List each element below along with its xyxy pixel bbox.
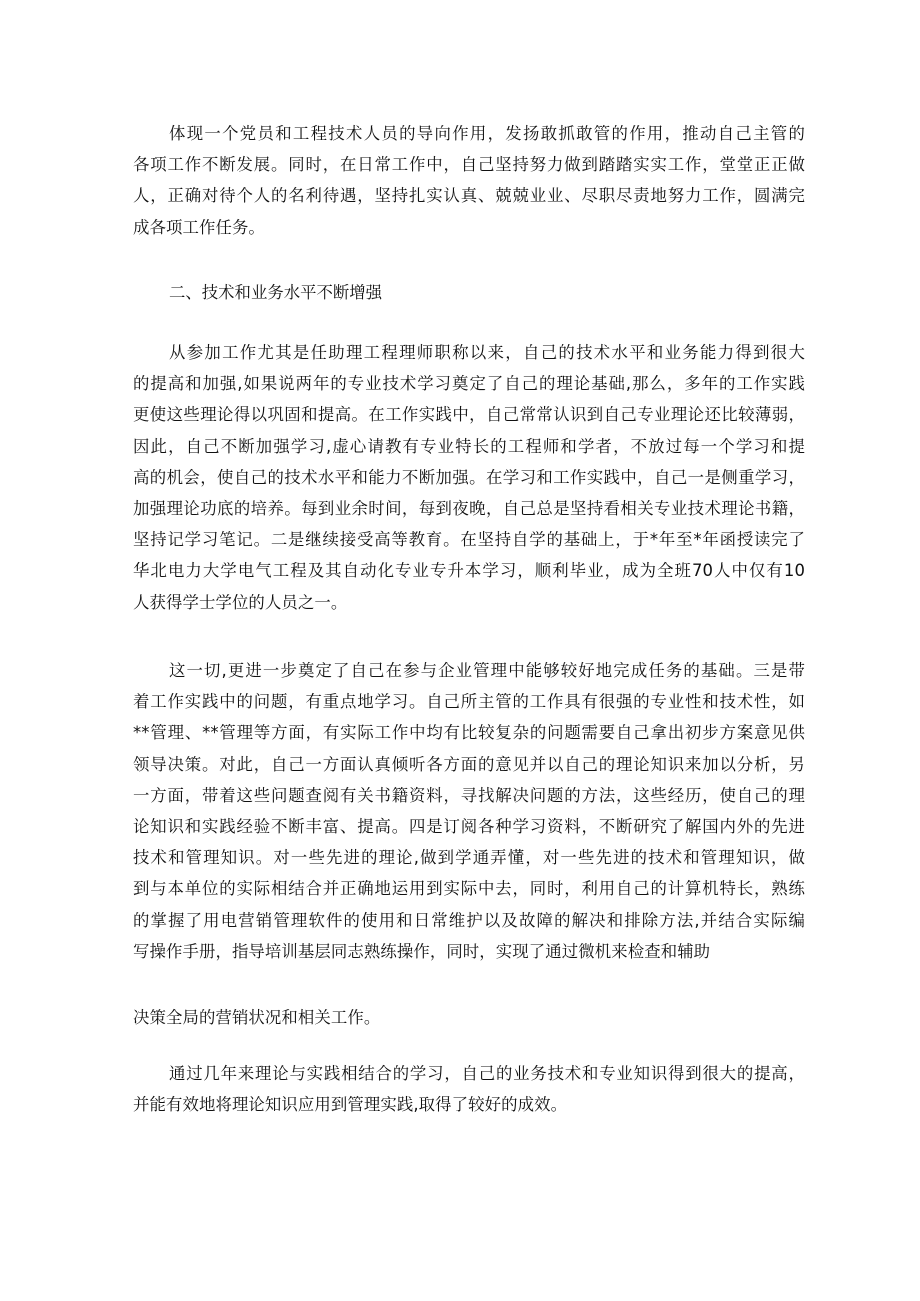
text-line: 的掌握了用电营销管理软件的使用和日常维护以及故障的解决和排除方法,并结合实际编 bbox=[133, 910, 805, 930]
text-line: 从参加工作尤其是任助理工程理师职称以来，自己的技术水平和业务能力得到很大 bbox=[169, 343, 805, 362]
paragraph-5 bbox=[133, 1058, 805, 1120]
text-line: 的提高和加强,如果说两年的专业技术学习奠定了自己的理论基础,那么，多年的工作实践 bbox=[133, 374, 805, 394]
text-line: 一方面，带着这些问题查阅有关书籍资料，寻找解决问题的方法，这些经历，使自己的理 bbox=[133, 785, 805, 805]
text-line: 人获得学士学位的人员之一。 bbox=[133, 592, 348, 612]
text-line: 写操作手册，指导培训基层同志熟练操作，同时，实现了通过微机来检查和辅助 bbox=[133, 941, 711, 961]
text-line: 通过几年来理论与实践相结合的学习，自己的业务技术和专业知识得到很大的提高， bbox=[169, 1064, 805, 1083]
text-line: 各项工作不断发展。同时，在日常工作中，自己坚持努力做到踏踏实实工作，堂堂正正做 bbox=[133, 155, 805, 175]
text-line: **管理、**管理等方面，有实际工作中均有比较复杂的问题需要自己拿出初步方案意见供 bbox=[133, 723, 805, 743]
text-line: 更使这些理论得以巩固和提高。在工作实践中，自己常常认识到自己专业理论还比较薄弱， bbox=[133, 405, 805, 425]
text-line: 体现一个党员和工程技术人员的导向作用，发扬敢抓敢管的作用，推动自己主管的 bbox=[169, 124, 805, 143]
text-line: 高的机会，使自己的技术水平和能力不断加强。在学习和工作实践中，自己一是侧重学习， bbox=[133, 467, 805, 487]
text-line: 技术和管理知识。对一些先进的理论,做到学通弄懂，对一些先进的技术和管理知识，做 bbox=[133, 848, 805, 868]
text-line: 坚持记学习笔记。二是继续接受高等教育。在坚持自学的基础上，于*年至*年函授读完了 bbox=[133, 530, 805, 550]
text-line: 决策全局的营销状况和相关工作。 bbox=[133, 1008, 381, 1027]
paragraph-3 bbox=[133, 655, 805, 967]
text-line: 到与本单位的实际相结合并正确地运用到实际中去，同时，利用自己的计算机特长，熟练 bbox=[133, 879, 805, 899]
text-line: 并能有效地将理论知识应用到管理实践,取得了较好的成效。 bbox=[133, 1095, 568, 1115]
text-line: 人，正确对待个人的名利待遇，坚持扎实认真、兢兢业业、尽职尽责地努力工作，圆满完 bbox=[133, 186, 805, 206]
section-heading: 二、技术和业务水平不断增强 bbox=[169, 283, 383, 302]
paragraph-4 bbox=[133, 1002, 805, 1033]
text-line: 着工作实践中的问题，有重点地学习。自己所主管的工作具有很强的专业性和技术性，如 bbox=[133, 692, 805, 712]
text-line: 成各项工作任务。 bbox=[133, 217, 265, 237]
text-line: 论知识和实践经验不断丰富、提高。四是订阅各种学习资料，不断研究了解国内外的先进 bbox=[133, 816, 805, 836]
paragraph-2 bbox=[133, 337, 805, 618]
text-line: 领导决策。对此，自己一方面认真倾听各方面的意见并以自己的理论知识来加以分析，另 bbox=[133, 754, 805, 774]
text-line: 因此，自己不断加强学习,虚心请教有专业特长的工程师和学者，不放过每一个学习和提 bbox=[133, 436, 805, 456]
text-line: 华北电力大学电气工程及其自动化专业专升本学习，顺利毕业，成为全班70人中仅有10 bbox=[133, 561, 805, 581]
paragraph-1 bbox=[133, 118, 805, 243]
text-line: 加强理论功底的培养。每到业余时间，每到夜晚，自己总是坚持看相关专业技术理论书籍， bbox=[133, 498, 805, 518]
text-line: 这一切,更进一步奠定了自己在参与企业管理中能够较好地完成任务的基础。三是带 bbox=[169, 661, 805, 680]
